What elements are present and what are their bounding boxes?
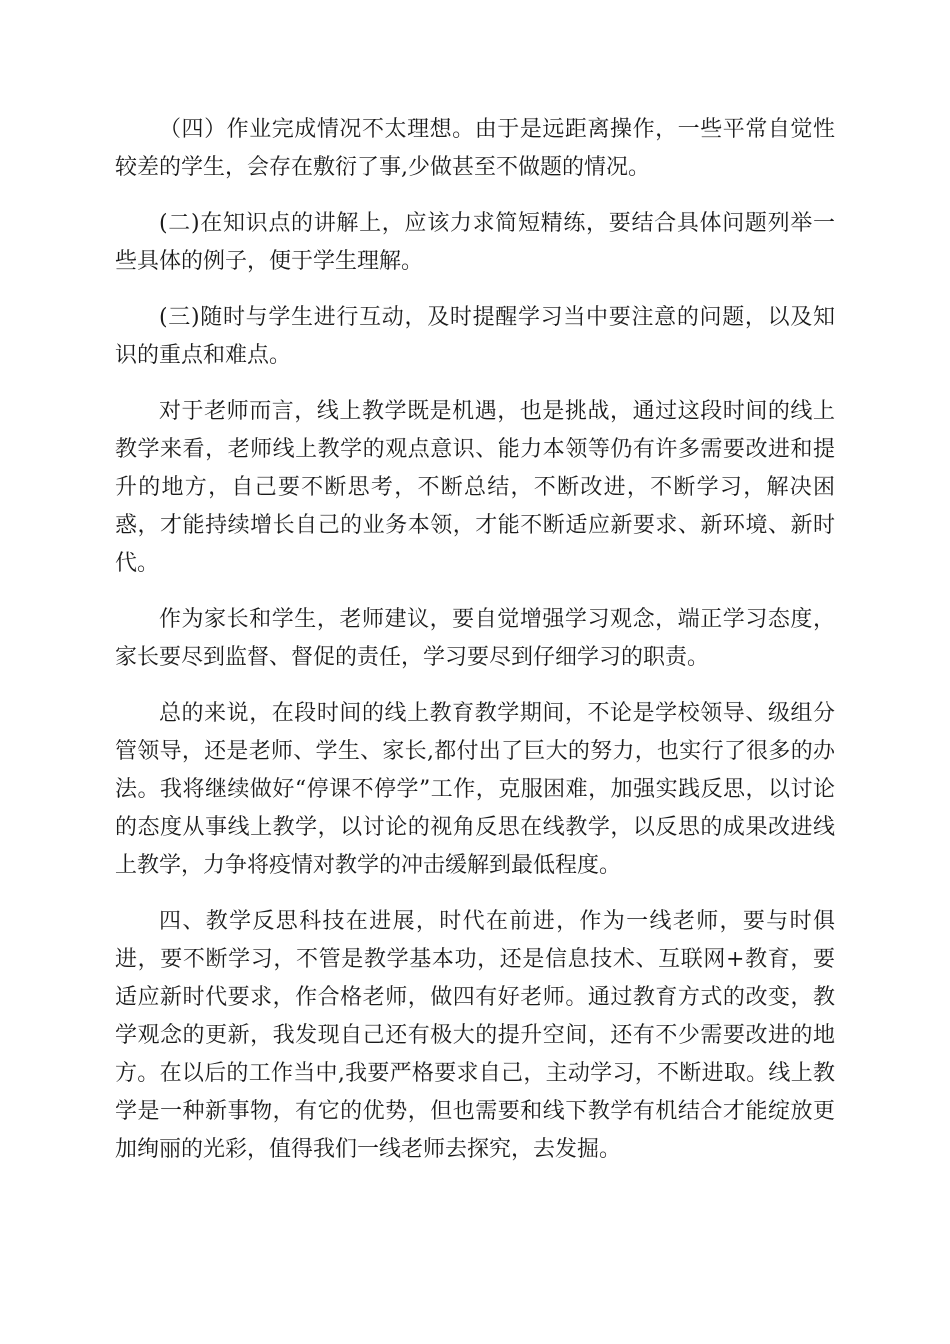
paragraph-summary: 总的来说，在段时间的线上教育教学期间，不论是学校领导、级组分管领导，还是老师、学生、家长,都付出了巨大的努力，也实行了很多的办法。我将继续做好“停课不停学”工作，克服困难，加强实践反思，以讨论的态度从事线上教学，以讨论的视角反思在线教学，以反思的成果改进线上教学，力争将疫情对教学的冲击缓解到最低程度。 bbox=[115, 701, 835, 878]
paragraph-student-interaction: (三)随时与学生进行互动，及时提醒学习当中要注意的问题，以及知识的重点和难点。 bbox=[115, 305, 835, 368]
document-body bbox=[115, 111, 835, 1187]
paragraph-knowledge-explanation: (二)在知识点的讲解上，应该力求简短精练，要结合具体问题列举一些具体的例子，便于学生理解。 bbox=[115, 211, 835, 274]
paragraph-parents-students: 作为家长和学生，老师建议，要自觉增强学习观念，端正学习态度，家长要尽到监督、督促的责任，学习要尽到仔细学习的职责。 bbox=[115, 607, 835, 670]
paragraph-teaching-reflection: 四、教学反思科技在进展，时代在前进，作为一线老师，要与时俱进，要不断学习，不管是教学基本功，还是信息技术、互联网+教育，要适应新时代要求，作合格老师，做四有好老师。通过教育方式的改变，教学观念的更新，我发现自己还有极大的提升空间，还有不少需要改进的地方。在以后的工作当中,我要严格要求自己，主动学习，不断进取。线上教学是一种新事物，有它的优势，但也需要和线下教学有机结合才能绽放更加绚丽的光彩，值得我们一线老师去探究，去发掘。 bbox=[115, 909, 835, 1162]
paragraph-homework-status: （四）作业完成情况不太理想。由于是远距离操作，一些平常自觉性较差的学生，会存在敷衍了事,少做甚至不做题的情况。 bbox=[115, 117, 835, 180]
paragraph-teacher-opportunity: 对于老师而言，线上教学既是机遇，也是挑战，通过这段时间的线上教学来看，老师线上教学的观点意识、能力本领等仍有许多需要改进和提升的地方，自己要不断思考，不断总结，不断改进，不断学习，解决困惑，才能持续增长自己的业务本领，才能不断适应新要求、新环境、新时代。 bbox=[115, 399, 835, 576]
